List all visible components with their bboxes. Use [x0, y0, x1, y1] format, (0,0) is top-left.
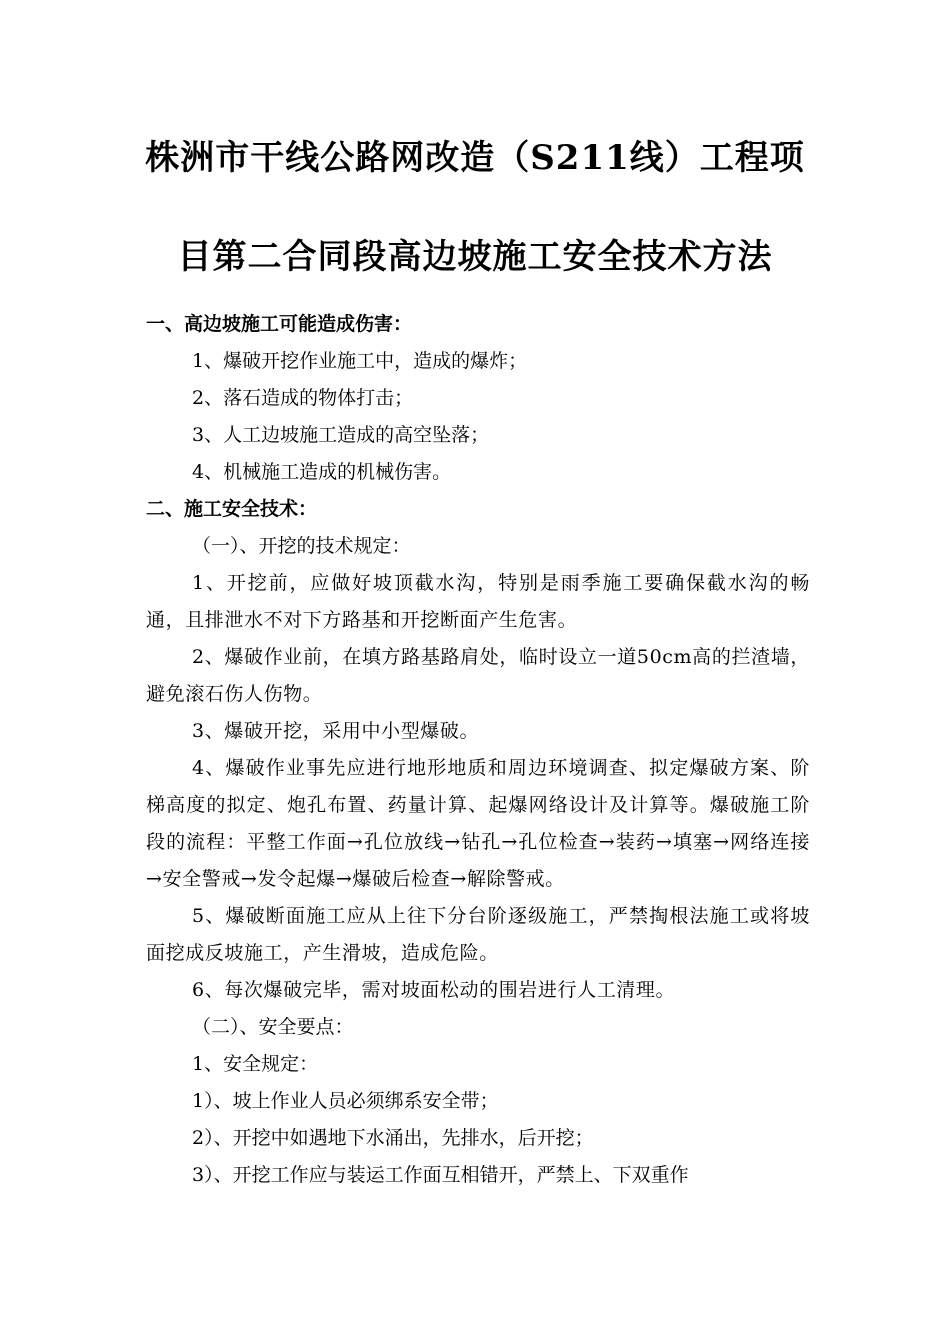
- subsection-2-item-1: 1、安全规定：: [192, 1053, 319, 1075]
- section-1-item-4: 4、机械施工造成的机械伤害。: [192, 461, 452, 483]
- document-title-line-1: 株洲市干线公路网改造（S211线）工程项: [145, 138, 805, 178]
- section-1-item-3: 3、人工边坡施工造成的高空坠落；: [192, 424, 490, 446]
- document-body: [146, 306, 810, 1194]
- subsection-1-item-4: 4、爆破作业事先应进行地形地质和周边环境调查、拟定爆破方案、阶梯高度的拟定、炮孔布置、药量计算、起爆网络设计及计算等。爆破施工阶段的流程：平整工作面→孔位放线→钻孔→孔位检查→装药→填塞→网络连接→安全警戒→发令起爆→爆破后检查→解除警戒。: [146, 757, 810, 890]
- section-1-item-2: 2、落石造成的物体打击；: [192, 387, 414, 409]
- subsection-1-heading: （一）、开挖的技术规定：: [192, 535, 411, 557]
- section-1-item-1: 1、爆破开挖作业施工中，造成的爆炸；: [192, 350, 528, 372]
- subsection-1-item-2: 2、爆破作业前，在填方路基路肩处，临时设立一道50cm高的拦渣墙，避免滚石伤人伤物。: [146, 646, 810, 705]
- subsection-1-item-5: 5、爆破断面施工应从上往下分台阶逐级施工，严禁掏根法施工或将坡面挖成反坡施工，产生滑坡，造成危险。: [146, 905, 810, 964]
- subsection-1-item-3: 3、爆破开挖，采用中小型爆破。: [192, 720, 480, 742]
- document-title-line-2: 目第二合同段高边坡施工安全技术方法: [177, 237, 773, 277]
- subsection-2-item-3: 2）、开挖中如遇地下水涌出，先排水，后开挖；: [192, 1127, 594, 1149]
- subsection-2-heading: （二）、安全要点：: [192, 1016, 354, 1038]
- subsection-2-item-2: 1）、坡上作业人员必须绑系安全带；: [192, 1090, 499, 1112]
- subsection-2-item-4: 3）、开挖工作应与装运工作面互相错开，严禁上、下双重作: [192, 1164, 689, 1186]
- subsection-1-item-1: 1、开挖前，应做好坡顶截水沟，特别是雨季施工要确保截水沟的畅通，且排泄水不对下方路基和开挖断面产生危害。: [146, 572, 810, 631]
- subsection-1-item-6: 6、每次爆破完毕，需对坡面松动的围岩进行人工清理。: [192, 979, 676, 1001]
- section-1-heading: 一、高边坡施工可能造成伤害：: [146, 313, 413, 335]
- section-2-heading: 二、施工安全技术：: [146, 498, 318, 520]
